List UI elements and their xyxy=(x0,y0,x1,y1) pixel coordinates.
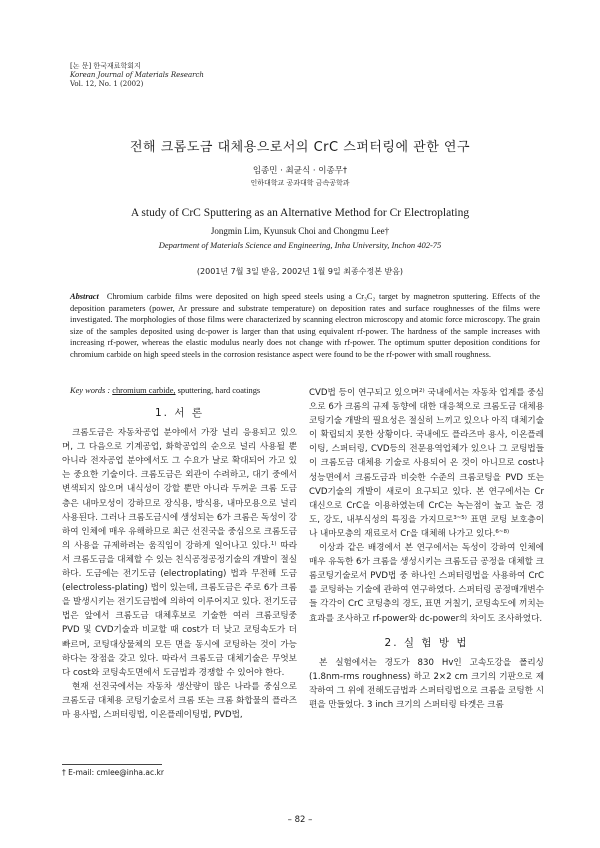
keywords-label: Key words : xyxy=(70,386,111,395)
abstract-text: Chromium carbide films were deposited on high speed steels using a Cr₃C₂ target by magnetron sputtering. Effects of the deposition parameters (power, Ar pressure and substrate temperature) on deposition rates and surface roughnesses of the films were investigated. The morphologies of those films were characterized by scanning electron microscopy and atomic force microscopy. The grain size of the samples deposited using dc-power is larger than that using equivalent rf-power. The hardness of the sample increases with increasing rf-power, whereas the elastic modulus nearly does not change with rf-power. The optimum sputter deposition conditions for chromium carbide on high speed steels in the corrosion resistance aspect were found to be the rf-power with small roughness. xyxy=(70,292,540,359)
section-methods-heading: 2. 실 험 방 법 xyxy=(384,636,469,649)
left-column xyxy=(62,406,297,722)
paper-title-korean: 전해 크롬도금 대체용으로서의 CrC 스퍼터링에 관한 연구 xyxy=(129,140,471,155)
footnote-divider xyxy=(62,764,162,765)
authors-english: Jongmin Lim, Kyunsuk Choi and Chongmu Lee† xyxy=(210,226,390,236)
methods-paragraph-1: 본 실험에서는 경도가 830 Hv인 고속도강을 폴리싱 (1.8nm-rms roughness) 하고 2×2 cm 크기의 기판으로 제작하여 그 위에 전해도금법과 스퍼터링법으로 크롬을 코팅한 시편을 만들었다. 3 inch 크기의 스퍼터링 타겟은 크롬 xyxy=(309,657,544,710)
department-english: Department of Materials Science and Engineering, Inha University, Inchon 402-75 xyxy=(158,240,442,250)
citation-ref: 3~5) xyxy=(453,514,467,521)
abstract-label: Abstract xyxy=(70,292,99,301)
citation-ref: 6~8) xyxy=(495,528,510,535)
paper-title-english: A study of CrC Sputtering as an Alternative Method for Cr Electroplating xyxy=(130,207,470,219)
journal-name-en: Korean Journal of Materials Research xyxy=(70,71,204,79)
abstract xyxy=(70,291,540,361)
right-column xyxy=(309,386,544,712)
affiliation-korean: 인하대학교 공과대학 금속공학과 xyxy=(250,179,350,187)
journal-name-kr: [논 문] 한국재료학회지 xyxy=(70,62,141,70)
journal-volume: Vol. 12, No. 1 (2002) xyxy=(70,80,144,88)
intro-text-1b: 따라서 크롬도금을 대체할 수 있는 친식공정공정기술의 개발이 절실하다. 도금에는 전기도금 (electroplating) 법과 무전해 도금 (electroless-plating) 법이 있는데, 크롬도금은 주로 6가 크롬을 발생시키는 전기도금법에 의하여 이루어지고 있다. 전기도금법은 앞에서 크롬도금 대체후보로 기술한 여러 크롬코팅중 PVD 및 CVD기술과 비교할 때 cost가 더 낮고 코팅속도가 더 빠르며, 코팅대상물체의 모든 면을 동시에 코팅하는 것이 가능하다는 장점을 갖고 있다. 따라서 크롬도금 대체기술은 무엇보다 cost와 코팅속도면에서 도금법과 경쟁할 수 있어야 한다. xyxy=(62,540,297,678)
intro-paragraph-2: 현재 선진국에서는 자동차 생산량이 많은 나라를 중심으로 크롬도금 대체용 코팅기술로서 크롬 또는 크롬 화합물의 플라즈마 용사법, 스퍼터링법, 이온플레이팅법, PVD법, xyxy=(62,681,297,720)
section-introduction-heading: 1. 서 론 xyxy=(155,407,204,419)
intro-text-1: 크롬도금은 자동차공업 분야에서 가장 널리 응용되고 있으며, 그 다음으로 기계공업, 화학공업의 순으로 널리 사용될 뿐 아니라 전자공업 분야에서도 그 수요가 날로 확대되어 가고 있는 중요한 기술이다. 크롬도금은 외관이 수려하고, 대기 중에서 변색되지 않으며 내식성이 강할 뿐만 아니라 두꺼운 크롬 도금층은 내마모성이 강하므로 장식용, 방식용, 내마모용으로 널리 사용된다. 그러나 크롬도금시에 생성되는 6가 크롬은 독성이 강하여 인체에 매우 유해하므로 최근 선진국을 중심으로 크롬도금의 사용을 규제하려는 움직임이 강하게 일어나고 있다. xyxy=(62,428,297,551)
intro-text-3b: 국내에서는 자동차 업계를 중심으로 6가 크롬의 규제 동향에 대한 대응책으로 크롬도금 대체용 코팅기술 개발의 필요성은 절실히 느끼고 있으나 아직 대체기술이 확립되지 못한 상황이다. 국내에도 플라즈마 용사, 이온플레이팅, 스퍼터링, CVD등의 전문용역업체가 있으나 그 코팅법들이 크롬도금 대체용 기술로 사용되어 온 것이 아니므로 cost나 성능면에서 크롬도금과 비슷한 수준의 크롬코팅을 PVD 또는 CVD기술의 개발이 새로이 요구되고 있다. 본 연구에서는 Cr 대신으로 CrC을 이용하였는데 CrC는 녹는점이 높고 높은 경도, 강도, 내부식성의 특징을 가지므로 xyxy=(309,388,544,525)
keyword-chromium-carbide: chromium carbide, xyxy=(112,386,176,395)
keywords-rest: sputtering, hard coatings xyxy=(175,386,261,395)
keywords xyxy=(70,386,260,395)
journal-header xyxy=(70,62,204,89)
intro-paragraph-4: 이상과 같은 배경에서 본 연구에서는 독성이 강하여 인체에 매우 유독한 6가 크롬을 생성시키는 크롬도금 공정을 대체할 크롬코팅기술로서 PVD법 중 하나인 스퍼터링법을 사용하여 CrC를 코팅하는 기술에 관하여 연구하였다. 스퍼터링 공정매개변수들 각각이 CrC 코팅층의 경도, 표면 거칠기, 코팅속도에 끼치는 효과를 조사하고 rf-power와 dc-power의 차이도 조사하였다. xyxy=(309,543,544,624)
received-dates: (2001년 7월 3일 받음, 2002년 1월 9일 최종수정본 받음) xyxy=(196,267,404,276)
intro-text-3c: 표면 코팅 보호층이나 내마모층의 재료로서 Cr을 대체해 나가고 있다. xyxy=(309,514,545,539)
citation-ref: 1) xyxy=(270,540,277,547)
intro-paragraph-1 xyxy=(62,426,297,680)
footnote-email: † E-mail: cmlee@inha.ac.kr xyxy=(62,768,164,777)
citation-ref: 2) xyxy=(419,388,425,394)
intro-paragraph-3 xyxy=(309,386,544,541)
authors-korean: 임종민 · 최균식 · 이종무† xyxy=(252,166,348,176)
intro-text-3: CVD법 등이 연구되고 있으며 xyxy=(309,388,420,398)
page-number: – 82 – xyxy=(287,815,313,825)
